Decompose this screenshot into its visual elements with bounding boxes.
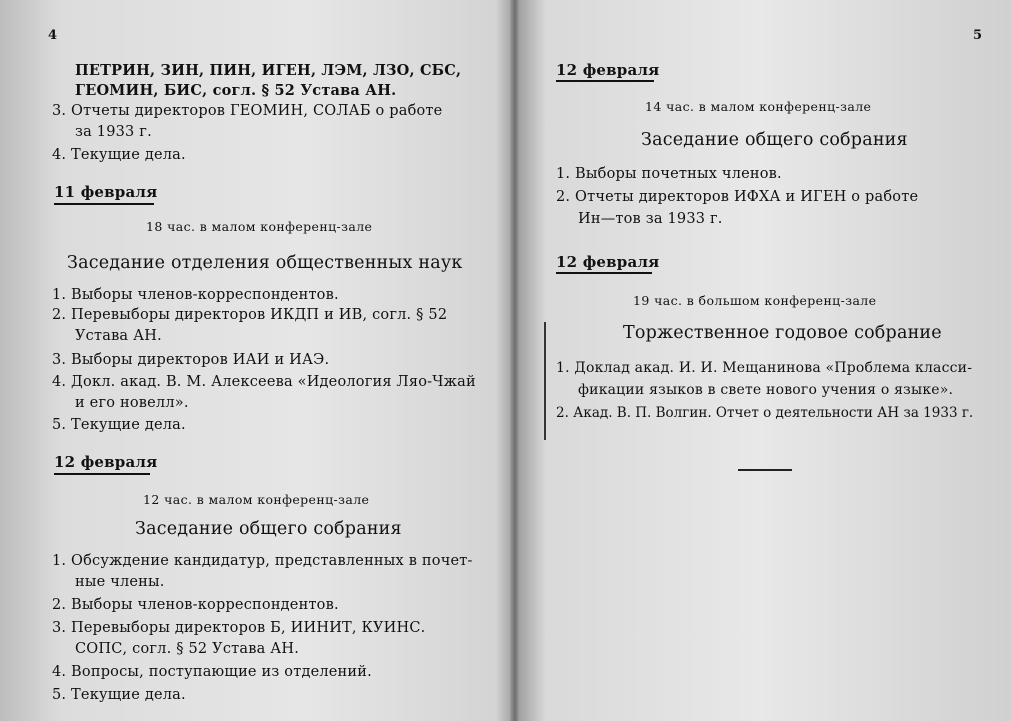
agenda-item: 1. Выборы почетных членов. xyxy=(556,166,782,182)
agenda-item: 3. Выборы директоров ИАИ и ИАЭ. xyxy=(52,352,330,368)
session-date: 11 февраля xyxy=(54,183,158,201)
agenda-item: 4. Текущие дела. xyxy=(52,147,186,163)
agenda-item-cont: Устава АН. xyxy=(75,328,162,344)
date-underline xyxy=(54,203,154,205)
agenda-item: 3. Отчеты директоров ГЕОМИН, СОЛАБ о работе xyxy=(52,103,443,119)
agenda-item: 1. Доклад акад. И. И. Мещанинова «Проблема класси- xyxy=(556,360,973,376)
agenda-item: 2. Акад. В. П. Волгин. Отчет о деятельности АН за 1933 г. xyxy=(556,405,974,421)
agenda-item: 2. Отчеты директоров ИФХА и ИГЕН о работе xyxy=(556,189,919,205)
agenda-item: 4. Вопросы, поступающие из отделений. xyxy=(52,664,372,680)
session-title: Заседание общего собрания xyxy=(641,130,908,150)
session-date: 12 февраля xyxy=(556,253,660,271)
agenda-item: 2. Выборы членов-корреспондентов. xyxy=(52,597,339,613)
continued-line: ПЕТРИН, ЗИН, ПИН, ИГЕН, ЛЭМ, ЛЗО, СБС, xyxy=(75,62,462,79)
agenda-item: 4. Докл. акад. В. М. Алексеева «Идеология Ляо-Чжай xyxy=(52,374,476,390)
agenda-item-cont: и его новелл». xyxy=(75,395,189,411)
agenda-item: 5. Текущие дела. xyxy=(52,417,186,433)
date-underline xyxy=(556,272,652,274)
agenda-item-cont: Ин—тов за 1933 г. xyxy=(578,211,723,227)
agenda-item: 5. Текущие дела. xyxy=(52,687,186,703)
session-time: 12 час. в малом конференц-зале xyxy=(143,492,370,507)
session-title: Заседание общего собрания xyxy=(135,519,402,539)
end-rule xyxy=(738,469,792,471)
date-underline xyxy=(556,80,654,82)
agenda-item: 1. Обсуждение кандидатур, представленных в почет- xyxy=(52,553,473,569)
session-time: 18 час. в малом конференц-зале xyxy=(146,219,373,234)
date-underline xyxy=(54,473,150,475)
page-number: 4 xyxy=(48,28,58,43)
session-title: Заседание отделения общественных наук xyxy=(67,253,463,273)
session-time: 14 час. в малом конференц-зале xyxy=(645,99,872,114)
agenda-item: 1. Выборы членов-корреспондентов. xyxy=(52,287,339,303)
agenda-item-cont: фикации языков в свете нового учения о языке». xyxy=(578,382,954,398)
continued-line: ГЕОМИН, БИС, согл. § 52 Устава АН. xyxy=(75,82,397,99)
session-title: Торжественное годовое собрание xyxy=(623,323,942,343)
session-date: 12 февраля xyxy=(556,61,660,79)
agenda-item-cont: ные члены. xyxy=(75,574,165,590)
session-date: 12 февраля xyxy=(54,453,158,471)
session-time: 19 час. в большом конференц-зале xyxy=(633,293,877,308)
margin-mark xyxy=(544,322,546,440)
agenda-item-cont: за 1933 г. xyxy=(75,124,152,140)
agenda-item: 3. Перевыборы директоров Б, ИИНИТ, КУИНС. xyxy=(52,620,426,636)
page-number: 5 xyxy=(973,28,983,43)
right-page xyxy=(518,0,1011,721)
agenda-item: 2. Перевыборы директоров ИКДП и ИВ, согл. § 52 xyxy=(52,307,448,323)
agenda-item-cont: СОПС, согл. § 52 Устава АН. xyxy=(75,641,300,657)
